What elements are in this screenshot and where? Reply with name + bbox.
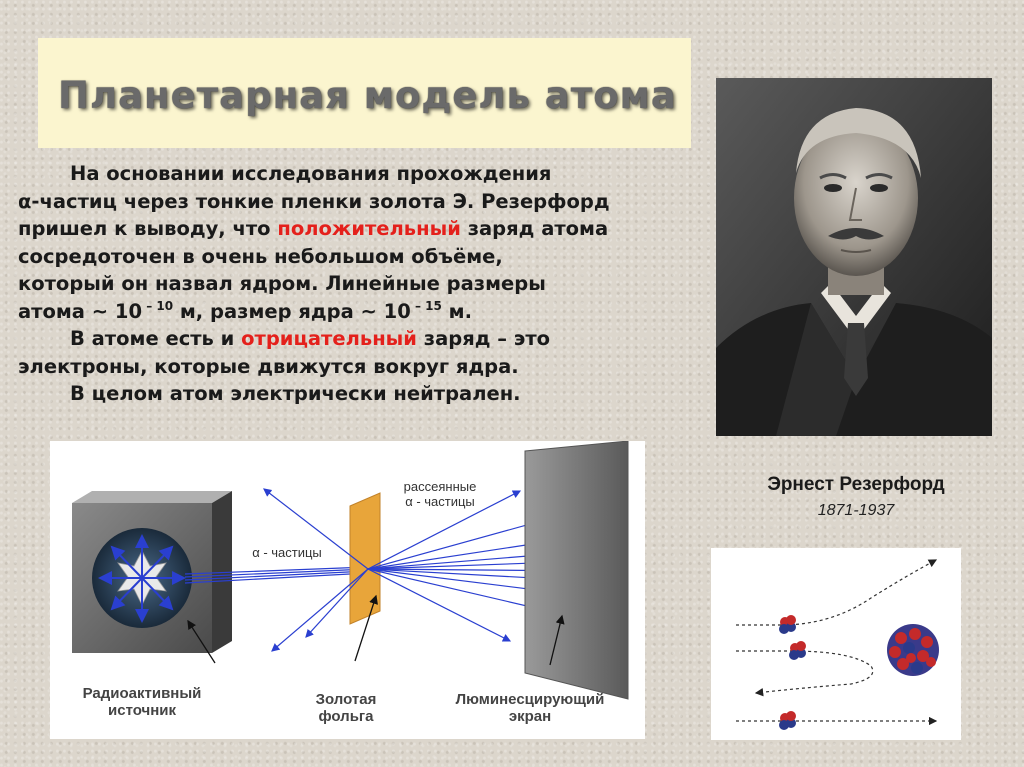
nucleus xyxy=(887,624,939,676)
body-text xyxy=(18,160,698,408)
rutherford-portrait xyxy=(716,78,992,436)
label-source: Радиоактивный источник xyxy=(82,685,202,719)
text-line: На основании исследования прохождения xyxy=(70,162,552,185)
scattering-image xyxy=(711,548,961,740)
paragraph-1 xyxy=(18,160,698,325)
text-line: который он назвал ядром. Линейные размеры xyxy=(18,272,546,295)
paragraph-2 xyxy=(18,325,698,380)
experiment-diagram xyxy=(50,441,645,739)
text-line: м. xyxy=(441,299,473,323)
text-line: электроны, которые движутся вокруг ядра. xyxy=(18,354,519,378)
portrait-image xyxy=(716,78,992,436)
label-scattered: рассеянные α - частицы xyxy=(403,479,477,509)
text-line: м, размер ядра ~ 10 xyxy=(173,299,411,323)
text-line: пришел к выводу, что xyxy=(18,217,278,240)
text-line: α-частиц через тонкие пленки золота Э. Резерфорд xyxy=(18,189,610,213)
highlight-negative: отрицательный xyxy=(241,327,417,350)
exponent: – 15 xyxy=(410,298,442,313)
text-line: заряд атома xyxy=(460,217,609,240)
paragraph-3 xyxy=(18,380,698,408)
highlight-positive: положительный xyxy=(277,217,461,240)
slide-title: Планетарная модель атома xyxy=(58,74,677,117)
text-line: сосредоточен в очень небольшом объёме, xyxy=(18,244,503,268)
portrait-name: Эрнест Резерфорд xyxy=(767,474,945,495)
portrait-years: 1871-1937 xyxy=(817,502,895,519)
label-screen: Люминесцирующий экран xyxy=(455,691,605,725)
text-line: В целом атом электрически нейтрален. xyxy=(70,382,521,405)
text-line: атома ~ 10 xyxy=(18,299,143,323)
exponent: – 10 xyxy=(142,298,174,313)
title-box xyxy=(38,38,691,148)
text-line: В атоме есть и xyxy=(70,327,242,350)
scattering-illustration xyxy=(711,548,961,740)
label-foil: Золотая фольга xyxy=(315,691,377,725)
label-alpha: α - частицы xyxy=(252,545,322,560)
text-line: заряд – это xyxy=(416,327,551,350)
